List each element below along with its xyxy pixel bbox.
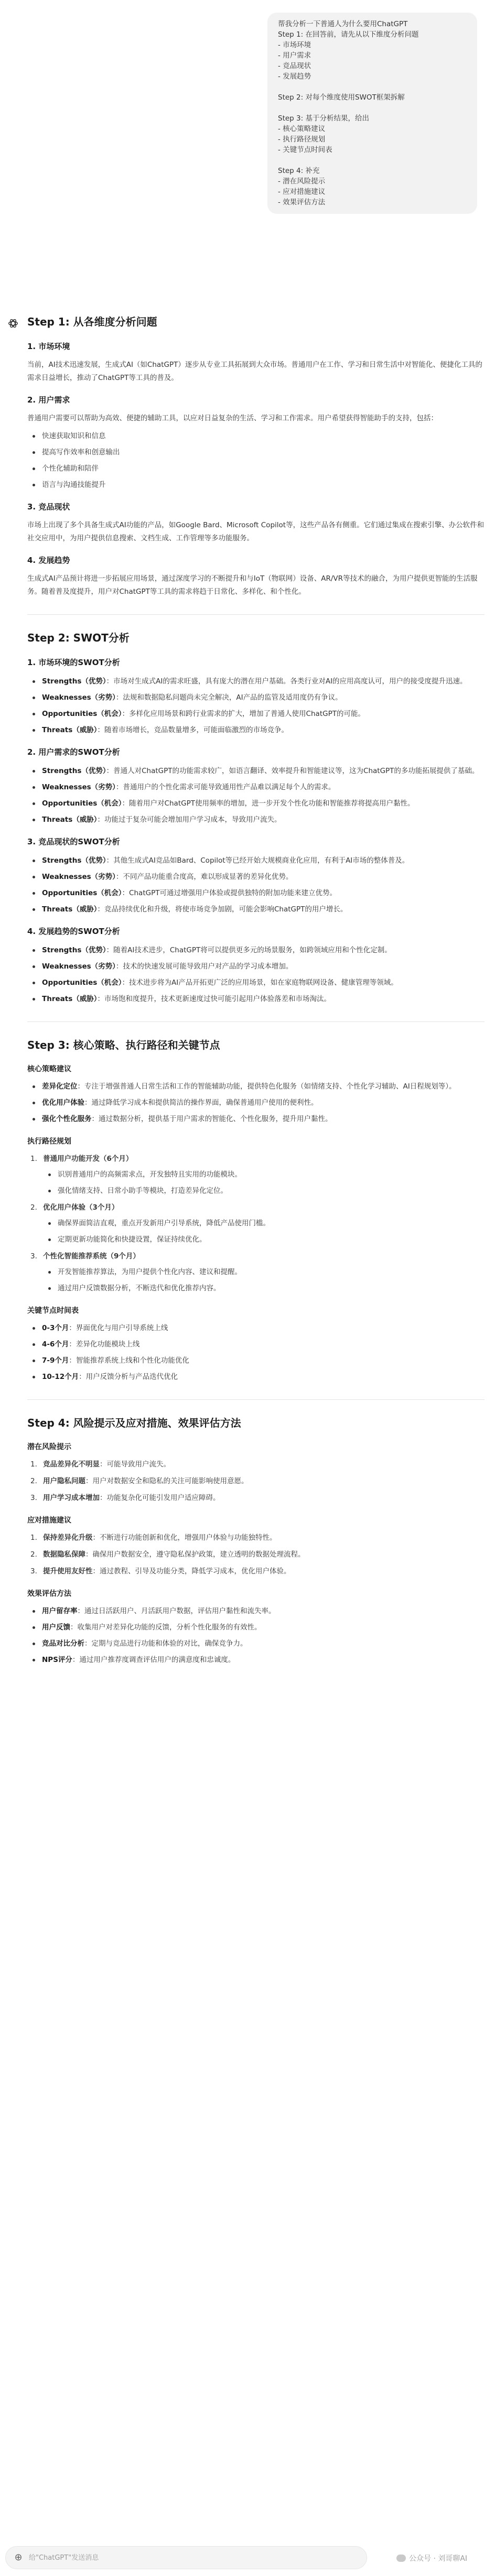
phase-title: 普通用户功能开发（6个月） — [43, 1155, 133, 1163]
message-line: - 市场环境 — [278, 41, 311, 49]
item-label: Weaknesses（劣势） — [42, 873, 116, 881]
item-label: 用户反馈 — [42, 1623, 70, 1632]
item-label: NPS评分 — [42, 1656, 72, 1664]
item-label: 提升使用友好性 — [43, 1567, 93, 1575]
item-text: ：普通用户的个性化需求可能导致通用性产品难以满足每个人的需求。 — [115, 783, 336, 791]
user-message-bubble — [267, 13, 477, 214]
list-item — [27, 886, 485, 900]
list-item — [27, 976, 485, 990]
step3-heading: Step 3: 核心策略、执行路径和关键节点 — [27, 1039, 220, 1051]
item-label: 10-12个月 — [42, 1373, 79, 1381]
item-number: 1. — [30, 1460, 37, 1469]
line-gap — [278, 155, 470, 166]
step4-section — [27, 1416, 485, 1667]
phase-title: 个性化智能推荐系统（9个月） — [43, 1252, 140, 1260]
list-item — [27, 1080, 485, 1093]
item-text: ：通过用户推荐度调查评估用户的满意度和忠诚度。 — [72, 1656, 235, 1664]
item-label: Weaknesses（劣势） — [42, 962, 116, 971]
list-item: 定期更新功能简化和快捷设置，保证持续优化。 — [43, 1233, 485, 1246]
list-item — [27, 1321, 485, 1335]
swot-list — [27, 854, 485, 916]
list-item — [27, 1338, 485, 1351]
item-label: Threats（威胁） — [42, 905, 98, 914]
item-label: Strengths（优势） — [42, 856, 106, 865]
step2-heading: Step 2: SWOT分析 — [27, 632, 130, 644]
path-list — [27, 1152, 485, 1295]
message-line: - 应对措施建议 — [278, 188, 326, 196]
message-line: 帮我分析一下普通人为什么要用ChatGPT — [278, 20, 408, 28]
swot-group-heading: 4. 发展趋势的SWOT分析 — [27, 927, 120, 936]
swot-list — [27, 675, 485, 737]
item-number: 3. — [30, 1567, 37, 1575]
item-text: ：定期与竞品进行功能和体验的对比，确保竞争力。 — [84, 1639, 248, 1648]
message-line: - 执行路径规划 — [278, 135, 326, 144]
item-label: 用户隐私问题 — [43, 1477, 85, 1485]
risk-list — [27, 1458, 485, 1505]
item-label: 优化用户体验 — [42, 1099, 84, 1107]
numbered-item — [27, 1491, 485, 1505]
user-needs-text: 普通用户需要可以帮助为高效、便捷的辅助工具，以应对日益复杂的生活、学习和工作需求。用户希望获得智能助手的支持，包括： — [27, 414, 438, 422]
swot-groups — [27, 657, 485, 1006]
step1-section — [27, 314, 485, 599]
strategy-heading: 核心策略建议 — [27, 1065, 71, 1073]
list-item: 通过用户反馈数据分析，不断迭代和优化推荐内容。 — [43, 1281, 485, 1295]
market-environment-heading: 1. 市场环境 — [27, 342, 70, 351]
user-needs-list — [27, 429, 485, 492]
item-number: 3. — [30, 1494, 37, 1502]
list-item — [27, 903, 485, 916]
list-item — [27, 707, 485, 721]
list-item — [27, 1653, 485, 1667]
item-text: ：功能复杂化可能引发用户适应障碍。 — [100, 1494, 220, 1502]
item-label: Threats（威胁） — [42, 816, 98, 824]
market-environment-text: 当前，AI技术迅速发展，生成式AI（如ChatGPT）逐步从专业工具拓展到大众市场。普通用户在工作、学习和日常生活中对智能化、便捷化工具的需求日益增长，推动了ChatGPT等工具的普及。 — [27, 361, 482, 382]
item-label: Strengths（优势） — [42, 946, 106, 954]
item-label: 4-6个月 — [42, 1340, 69, 1349]
item-text: ：通过降低学习成本和提供简洁的操作界面，确保普通用户使用的便利性。 — [84, 1099, 318, 1107]
path-phase — [27, 1201, 485, 1246]
item-text: ：技术的快速发展可能导致用户对产品的学习成本增加。 — [115, 962, 293, 971]
message-line: Step 3: 基于分析结果，给出 — [278, 114, 369, 123]
step3-section — [27, 1038, 485, 1384]
item-text: ：ChatGPT可通过增强用户体验或提供独特的附加功能来建立优势。 — [122, 889, 337, 897]
message-line: - 发展趋势 — [278, 72, 311, 81]
list-item: 快速获取知识和信息 — [27, 429, 485, 443]
message-line: Step 1: 在回答前，请先从以下维度分析问题 — [278, 30, 419, 39]
phase-tasks — [43, 1168, 485, 1198]
item-label: Strengths（优势） — [42, 767, 106, 775]
message-line: Step 2: 对每个维度使用SWOT框架拆解 — [278, 93, 405, 102]
list-item — [27, 1604, 485, 1618]
item-label: 差异化定位 — [42, 1082, 78, 1091]
item-number: 2. — [30, 1477, 37, 1485]
item-text: ：其他生成式AI竞品如Bard、Copilot等已经开始大规模商业化应用，有利于AI市场的整体普及。 — [106, 856, 410, 865]
message-input-bar[interactable] — [5, 2546, 367, 2569]
chatgpt-logo-icon — [7, 318, 19, 329]
list-item: 个性化辅助和陪伴 — [27, 462, 485, 475]
list-item — [27, 1112, 485, 1126]
path-phase — [27, 1249, 485, 1295]
item-text: ：用户反馈分析与产品迭代优化 — [79, 1373, 178, 1381]
list-item — [27, 854, 485, 867]
list-item — [27, 675, 485, 688]
list-item — [27, 691, 485, 704]
item-number: 2. — [30, 1203, 37, 1212]
item-label: 数据隐私保障 — [43, 1550, 85, 1559]
timeline-list — [27, 1321, 485, 1384]
item-text: ：通过数据分析，提供基于用户需求的智能化、个性化服务，提升用户黏性。 — [91, 1115, 332, 1123]
item-text: ：功能过于复杂可能会增加用户学习成本，导致用户流失。 — [97, 816, 282, 824]
item-text: ：市场对生成式AI的需求旺盛，具有庞大的潜在用户基础。各类行业对AI的应用高度认可，用户的接受度提升迅速。 — [106, 677, 467, 686]
list-item: 识别普通用户的高频需求点，开发独特且实用的功能模块。 — [43, 1168, 485, 1181]
item-text: ：专注于增强普通人日常生活和工作的智能辅助功能，提供特色化服务（如情绪支持、个性化学习辅助、AI日程规划等）。 — [77, 1082, 456, 1091]
item-label: Opportunities（机会） — [42, 889, 122, 897]
item-label: 用户留存率 — [42, 1607, 78, 1615]
item-text: ：市场饱和度提升，技术更新速度过快可能引起用户体验落差和市场淘汰。 — [97, 995, 331, 1003]
measures-heading: 应对措施建议 — [27, 1516, 71, 1525]
item-text: ：普通人对ChatGPT的功能需求较广，如语言翻译、效率提升和智能建议等，这为ChatGPT的多功能拓展提供了基础。 — [106, 767, 479, 775]
line-gap — [278, 103, 470, 113]
evaluation-heading: 效果评估方法 — [27, 1590, 71, 1598]
item-label: 0-3个月 — [42, 1324, 69, 1332]
list-item — [27, 870, 485, 884]
list-item — [27, 1370, 485, 1384]
item-label: Threats（威胁） — [42, 726, 98, 734]
numbered-item — [27, 1564, 485, 1578]
list-item — [27, 723, 485, 737]
evaluation-list — [27, 1604, 485, 1667]
item-text: ：法规和数据隐私问题尚未完全解决，AI产品的监管及适用度仍有争议。 — [115, 693, 342, 702]
swot-list — [27, 764, 485, 827]
wechat-icon — [396, 2555, 406, 2562]
message-line: - 效果评估方法 — [278, 198, 326, 206]
item-text: ：通过日活跃用户、月活跃用户数据，评估用户黏性和流失率。 — [77, 1607, 276, 1615]
item-text: ：技术进步将为AI产品开拓更广泛的应用场景，如在家庭物联网设备、健康管理等领域。 — [122, 979, 398, 987]
item-label: Weaknesses（劣势） — [42, 693, 116, 702]
message-line: - 竞品现状 — [278, 62, 311, 70]
user-needs-heading: 2. 用户需求 — [27, 395, 70, 405]
item-text: ：确保用户数据安全，遵守隐私保护政策，建立透明的数据处理流程。 — [85, 1550, 305, 1559]
item-text: ：不断进行功能创新和优化，增强用户体验与功能独特性。 — [92, 1534, 277, 1542]
item-text: ：差异化功能模块上线 — [69, 1340, 140, 1349]
step4-heading: Step 4: 风险提示及应对措施、效果评估方法 — [27, 1417, 241, 1429]
item-label: 用户学习成本增加 — [43, 1494, 100, 1502]
risk-heading: 潜在风险提示 — [27, 1443, 71, 1451]
item-label: Opportunities（机会） — [42, 710, 122, 718]
section-divider — [27, 1021, 485, 1022]
item-text: ：通过教程、引导及功能分类，降低学习成本，优化用户体验。 — [92, 1567, 291, 1575]
path-heading: 执行路径规划 — [27, 1137, 71, 1146]
competitors-text: 市场上出现了多个具备生成式AI功能的产品，如Google Bard、Microsoft Copilot等，这些产品各有侧重。它们通过集成在搜索引擎、办公软件和社交应用中，为用户提供信息搜索、文档生成、工作管理等多功能服务。 — [27, 521, 485, 542]
list-item: 开发智能推荐算法，为用户提供个性化内容、建议和提醒。 — [43, 1265, 485, 1279]
item-text: ：界面优化与用户引导系统上线 — [69, 1324, 168, 1332]
list-item — [27, 780, 485, 794]
list-item — [27, 992, 485, 1006]
line-gap — [278, 82, 470, 92]
message-line: - 关键节点时间表 — [278, 146, 332, 154]
item-label: 强化个性化服务 — [42, 1115, 92, 1123]
timeline-heading: 关键节点时间表 — [27, 1307, 79, 1315]
numbered-item — [27, 1548, 485, 1561]
list-item: 强化情绪支持、日常小助手等模块，打造差异化定位。 — [43, 1184, 485, 1198]
item-text: ：随着AI技术进步，ChatGPT将可以提供更多元的场景服务，如跨领域应用和个性化定制。 — [106, 946, 392, 954]
item-text: ：用户对数据安全和隐私的关注可能影响使用意愿。 — [85, 1477, 249, 1485]
phase-title: 优化用户体验（3个月） — [43, 1203, 119, 1212]
list-item: 语言与沟通技能提升 — [27, 478, 485, 492]
list-item — [27, 1621, 485, 1634]
item-label: Weaknesses（劣势） — [42, 783, 116, 791]
path-phase — [27, 1152, 485, 1198]
list-item: 确保界面简洁直观，重点开发新用户引导系统，降低产品使用门槛。 — [43, 1216, 485, 1230]
step2-section — [27, 631, 485, 1006]
item-label: Threats（威胁） — [42, 995, 98, 1003]
item-text: ：智能推荐系统上线和个性化功能优化 — [69, 1356, 189, 1365]
list-item — [27, 764, 485, 778]
item-label: Strengths（优势） — [42, 677, 106, 686]
list-item: 提高写作效率和创意输出 — [27, 445, 485, 459]
swot-group-heading: 3. 竞品现状的SWOT分析 — [27, 837, 120, 846]
item-label: 保持差异化升级 — [43, 1534, 93, 1542]
numbered-item — [27, 1458, 485, 1471]
numbered-item — [27, 1474, 485, 1488]
item-label: Opportunities（机会） — [42, 979, 122, 987]
trends-heading: 4. 发展趋势 — [27, 556, 70, 565]
item-text: ：多样化应用场景和跨行业需求的扩大，增加了普通人使用ChatGPT的可能。 — [122, 710, 365, 718]
item-text: ：随着用户对ChatGPT使用频率的增加，进一步开发个性化功能和智能推荐将提高用户黏性。 — [122, 799, 415, 808]
item-label: Opportunities（机会） — [42, 799, 122, 808]
section-divider — [27, 1399, 485, 1400]
watermark-text: 公众号 · 刘哥聊AI — [409, 2555, 468, 2563]
item-number: 1. — [30, 1534, 37, 1542]
list-item — [27, 943, 485, 957]
item-text: ：不同产品功能重合度高，难以形成显著的差异化优势。 — [115, 873, 293, 881]
phase-tasks — [43, 1265, 485, 1295]
swot-group-heading: 1. 市场环境的SWOT分析 — [27, 658, 120, 667]
swot-group-heading: 2. 用户需求的SWOT分析 — [27, 747, 120, 757]
swot-list — [27, 943, 485, 1006]
message-line: - 核心策略建议 — [278, 125, 326, 133]
strategy-list — [27, 1080, 485, 1126]
trends-text: 生成式AI产品预计将进一步拓展应用场景，通过深度学习的不断提升和与IoT（物联网）设备、AR/VR等技术的融合，为用户提供更智能的生活服务。随着普及度提升，用户对ChatGPT等工具的需求将趋于日常化、多样化、和个性化。 — [27, 574, 478, 596]
measures-list — [27, 1531, 485, 1578]
item-label: 竞品差异化不明显 — [43, 1460, 100, 1469]
list-item — [27, 813, 485, 827]
item-text: ：收集用户对差异化功能的反馈，分析个性化服务的有效性。 — [70, 1623, 262, 1632]
message-line: - 用户需求 — [278, 51, 311, 60]
item-number: 1. — [30, 1155, 37, 1163]
item-text: ：随着市场增长，竞品数量增多，可能面临激烈的市场竞争。 — [97, 726, 288, 734]
assistant-response — [27, 314, 485, 1672]
item-number: 2. — [30, 1550, 37, 1559]
item-number: 3. — [30, 1252, 37, 1260]
phase-tasks — [43, 1216, 485, 1246]
list-item — [27, 797, 485, 810]
list-item — [27, 1637, 485, 1650]
list-item — [27, 1354, 485, 1367]
item-label: 竞品对比分析 — [42, 1639, 84, 1648]
item-label: 7-9个月 — [42, 1356, 69, 1365]
item-text: ：可能导致用户流失。 — [100, 1460, 170, 1469]
attach-icon[interactable]: ⊕ — [14, 2552, 23, 2563]
message-input-placeholder[interactable]: 给"ChatGPT"发送消息 — [29, 2554, 99, 2562]
numbered-item — [27, 1531, 485, 1545]
list-item — [27, 960, 485, 973]
message-line: Step 4: 补充 — [278, 167, 320, 175]
message-line: - 潜在风险提示 — [278, 177, 326, 186]
section-divider — [27, 614, 485, 615]
item-text: ：竞品持续优化和升级，将使市场竞争加剧，可能会影响ChatGPT的用户增长。 — [97, 905, 348, 914]
watermark — [396, 2553, 467, 2564]
competitors-heading: 3. 竞品现状 — [27, 502, 70, 512]
list-item — [27, 1096, 485, 1110]
step1-heading: Step 1: 从各维度分析问题 — [27, 316, 157, 328]
